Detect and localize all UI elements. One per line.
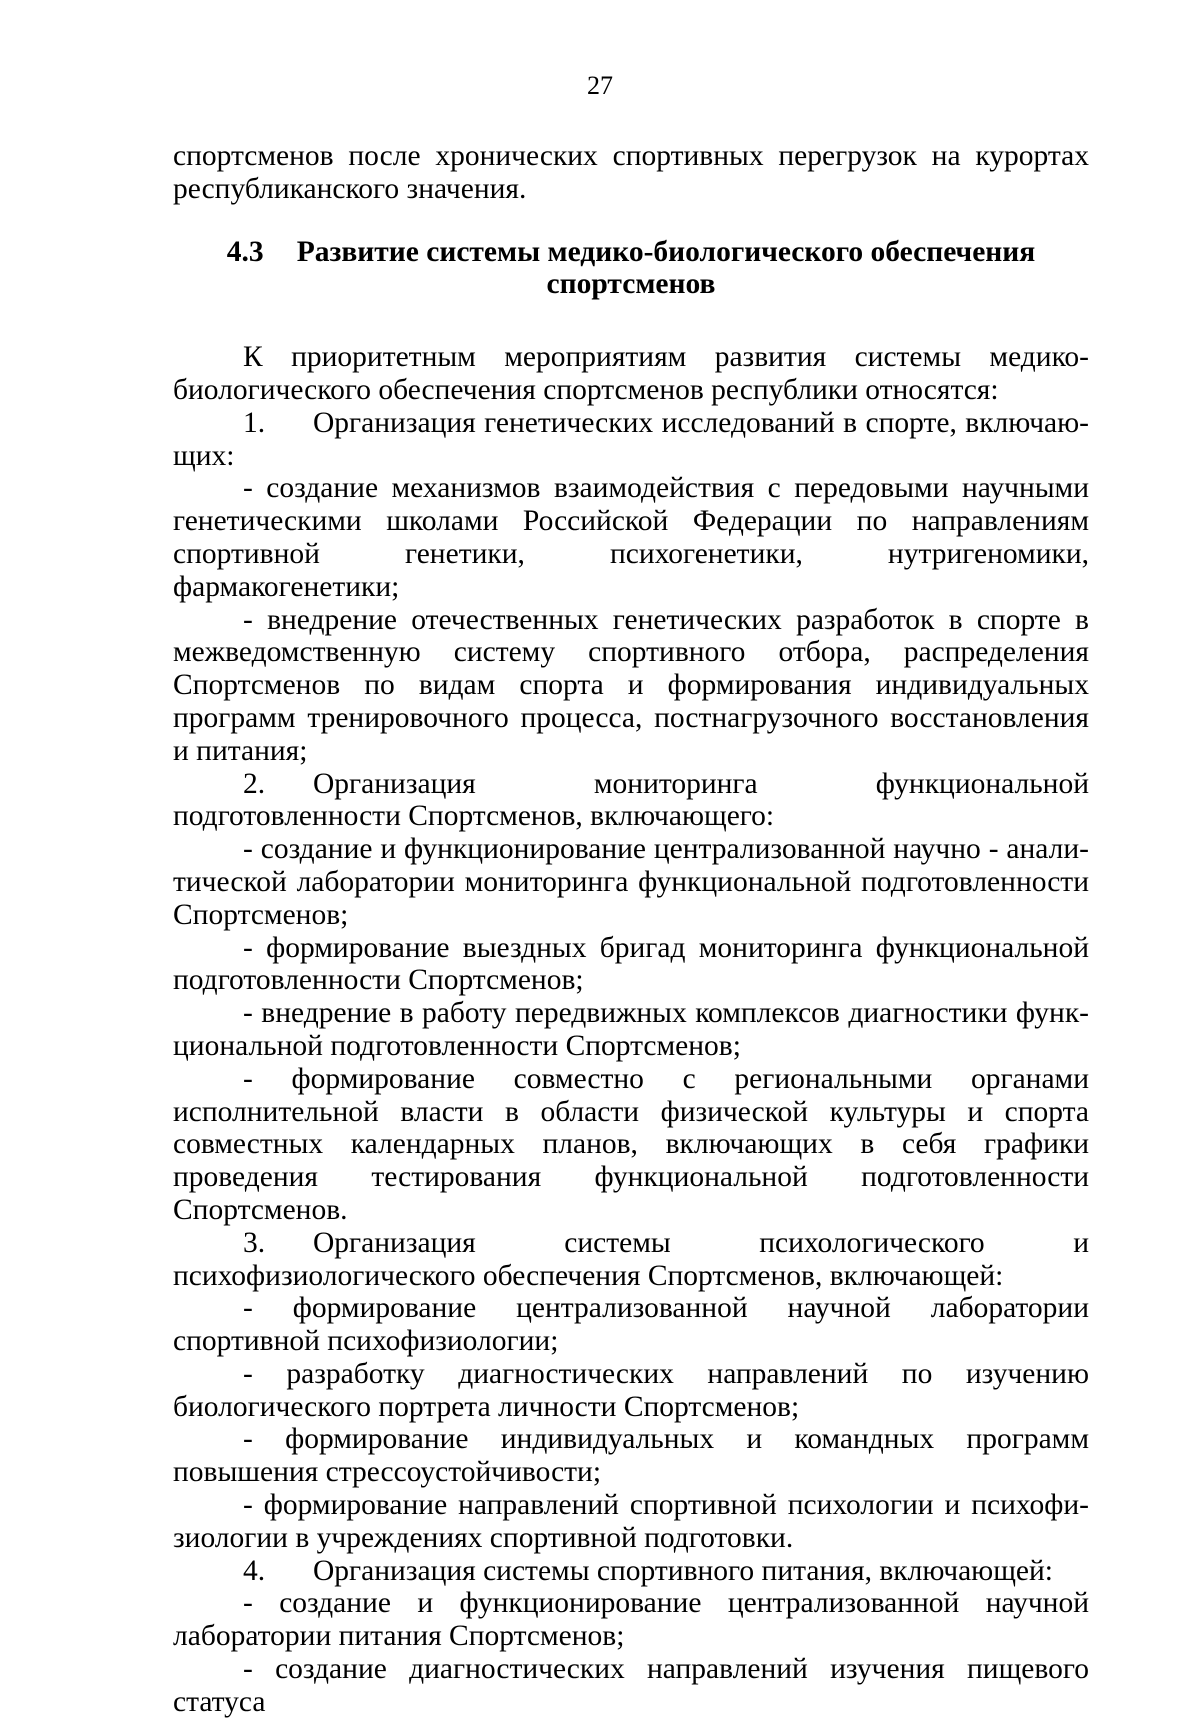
numbered-item-3 bbox=[173, 1227, 1089, 1293]
continuation-paragraph: спортсменов после хронических спортивных перегрузок на курортах республиканского значения. bbox=[173, 140, 1089, 205]
sub-item: - создание и функционирование централизованной научно - аналитической лаборатории мониторинга функциональной подготовленности Спортсменов; bbox=[173, 833, 1089, 931]
section-heading bbox=[173, 236, 1089, 302]
sub-item: - формирование совместно с региональными органами исполнительной власти в области физической культуры и спорта совместных календарных планов, включающих в себя графики проведения тестирования функциональной подготовленности Спортсменов. bbox=[173, 1062, 1089, 1226]
item-number: 3. bbox=[243, 1226, 266, 1259]
sub-item: - создание и функционирование централизованной научной лаборатории питания Спортсменов; bbox=[173, 1587, 1089, 1653]
item-number: 2. bbox=[243, 767, 266, 800]
sub-item: - создание механизмов взаимодействия с передовыми научными генетическими школами Российской Федерации по направлениям спортивной генетики, психогенетики, нутригеномики, фармакогенетики; bbox=[173, 472, 1089, 603]
numbered-item-4 bbox=[173, 1555, 1089, 1588]
section-title-line2: спортсменов bbox=[546, 268, 716, 301]
sub-item: - формирование выездных бригад мониторинга функциональной подготовленности Спортсменов; bbox=[173, 931, 1089, 997]
item-number: 1. bbox=[243, 406, 266, 439]
sub-item: - создание диагностических направлений изучения пищевого статуса bbox=[173, 1653, 1089, 1718]
sub-item: - формирование индивидуальных и командных программ повышения стрессоустойчивости; bbox=[173, 1423, 1089, 1489]
page-number: 27 bbox=[587, 71, 613, 100]
section-title-line1: Развитие системы медико-биологического обеспечения bbox=[296, 235, 1036, 268]
sub-item: - внедрение в работу передвижных комплексов диагностики функциональной подготовленности Спортсменов; bbox=[173, 997, 1089, 1062]
intro-paragraph: К приоритетным мероприятиям развития системы медико-биологического обеспечения спортсменов республики относятся: bbox=[173, 341, 1089, 406]
item-text: Организация мониторинга функциональной подготовленности Спортсменов, включающего: bbox=[173, 767, 1089, 833]
sub-item: - разработку диагностических направлений по изучению биологического портрета личности Спортсменов; bbox=[173, 1357, 1089, 1423]
item-text: Организация системы спортивного питания, включающей: bbox=[313, 1554, 1054, 1587]
item-text: Организация системы психологического и психофизиологического обеспечения Спортсменов, включающей: bbox=[173, 1226, 1089, 1292]
section-number: 4.3 bbox=[226, 235, 264, 268]
item-number: 4. bbox=[243, 1554, 266, 1587]
numbered-item-2 bbox=[173, 768, 1089, 834]
sub-item: - внедрение отечественных генетических разработок в спорте в межведомственную систему спортивного отбора, распределения Спортсменов по видам спорта и формирования индивидуальных программ тренировочного процесса, постнагрузочного восстановления и питания; bbox=[173, 603, 1089, 767]
sub-item: - формирование направлений спортивной психологии и психофизиологии в учреждениях спортивной подготовки. bbox=[173, 1489, 1089, 1554]
document-body bbox=[173, 140, 1089, 1719]
item-text: Организация генетических исследований в спорте, включающих: bbox=[173, 406, 1089, 472]
numbered-item-1 bbox=[173, 407, 1089, 473]
sub-item: - формирование централизованной научной лаборатории спортивной психофизиологии; bbox=[173, 1292, 1089, 1358]
